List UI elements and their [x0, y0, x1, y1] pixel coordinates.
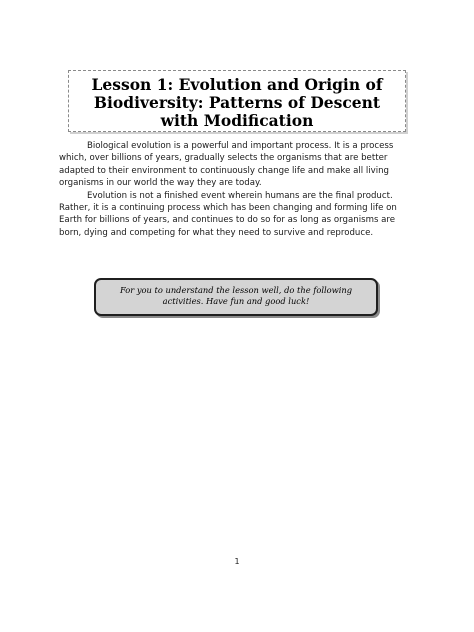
- paragraph-line: born, dying and competing for what they need to survive and reproduce.: [59, 227, 374, 238]
- body-paragraph: [59, 140, 399, 190]
- paragraph-line: Rather, it is a continuing process which has been changing and forming life on: [59, 203, 397, 214]
- lesson-title-box: [68, 70, 406, 132]
- lesson-title-line: Biodiversity: Patterns of Descent: [93, 93, 381, 112]
- paragraph-line: organisms in our world the way they are today.: [59, 178, 262, 189]
- body-paragraph: [59, 190, 399, 240]
- lesson-title: [69, 71, 405, 130]
- callout-line: activities. Have fun and good luck!: [162, 296, 310, 306]
- paragraph-line: adapted to their environment to continuously change life and make all living: [59, 165, 390, 176]
- paragraph-line: Biological evolution is a powerful and important process. It is a process: [87, 141, 394, 151]
- paragraph-line: Earth for billions of years, and continues to do so for as long as organisms are: [59, 215, 396, 226]
- lesson-title-line: Lesson 1: Evolution and Origin of: [91, 75, 383, 94]
- paragraph-line: which, over billions of years, gradually selects the organisms that are better: [59, 153, 388, 164]
- page-number: 1: [234, 557, 240, 566]
- paragraph-line: Evolution is not a finished event wherein humans are the final product.: [87, 190, 393, 201]
- callout-text: [96, 280, 376, 307]
- lesson-title-line: with Modification: [160, 111, 314, 130]
- lesson-body: [59, 140, 399, 239]
- instructions-callout: [94, 278, 378, 316]
- callout-line: For you to understand the lesson well, do the following: [119, 285, 353, 295]
